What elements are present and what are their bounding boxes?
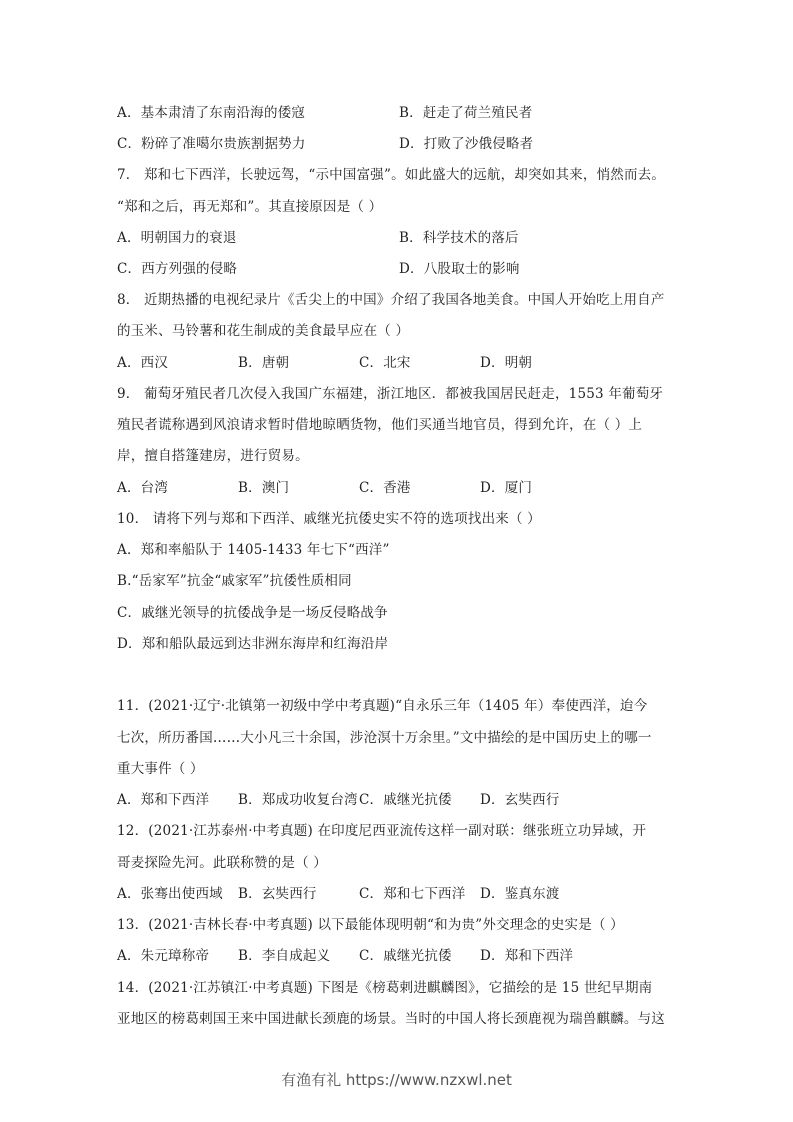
q12-option-b: B．玄奘西行 [238, 886, 317, 902]
q9-option-b: B．澳门 [238, 480, 290, 496]
q13-option-c: C．戚继光抗倭 [359, 948, 452, 964]
q7-option-c: C．西方列强的侵略 [117, 261, 238, 277]
q8-option-d: D．明朝 [480, 355, 533, 371]
q12-option-a: A．张骞出使西域 [117, 886, 223, 902]
q13-option-d: D．郑和下西洋 [480, 948, 574, 964]
question-11-stem-line-2: 七次，所历番国……大小凡三十余国，涉沧溟十万余里。”文中描绘的是中国历史上的哪一 [117, 730, 652, 746]
q6-option-c: C．粉碎了准噶尔贵族割据势力 [117, 136, 306, 152]
q6-option-d: D．打败了沙俄侵略者 [399, 136, 534, 152]
question-7-stem-line-2: “郑和之后，再无郑和”。其直接原因是（ ） [117, 199, 383, 215]
q10-option-d: D．郑和船队最远到达非洲东海岸和红海沿岸 [117, 636, 389, 652]
q9-option-d: D．厦门 [480, 480, 533, 496]
q9-option-a: A．台湾 [117, 480, 169, 496]
question-13-stem: 13．(2021·吉林长春·中考真题) 以下最能体现明朝“和为贵”外交理念的史实是（ ） [117, 917, 624, 933]
q12-option-d: D．鉴真东渡 [480, 886, 560, 902]
question-10-stem: 10． 请将下列与郑和下西洋、戚继光抗倭史实不符的选项找出来（ ） [117, 511, 541, 527]
question-8-stem-line-1: 8． 近期热播的电视纪录片《舌尖上的中国》介绍了我国各地美食。中国人开始吃上用自产 [117, 292, 665, 308]
q10-option-c: C．戚继光领导的抗倭战争是一场反侵略战争 [117, 605, 388, 621]
q8-option-a: A．西汉 [117, 355, 169, 371]
question-12-stem-line-1: 12．(2021·江苏泰州·中考真题) 在印度尼西亚流传这样一副对联：继张班立功异域，开 [117, 823, 647, 839]
question-9-stem-line-2: 殖民者谎称遇到风浪请求暂时借地晾晒货物，他们买通当地官员，得到允许，在（ ）上 [117, 417, 643, 433]
question-14-stem-line-1: 14．(2021·江苏镇江·中考真题) 下图是《榜葛剌进麒麟图》，它描绘的是 15 世纪早期南 [117, 980, 653, 996]
q11-option-b: B．郑成功收复台湾 [238, 792, 358, 808]
q7-option-a: A．明朝国力的衰退 [117, 230, 237, 246]
question-12-stem-line-2: 哥麦探险先河。此联称赞的是（ ） [117, 855, 327, 871]
q11-option-c: C．戚继光抗倭 [359, 792, 452, 808]
q10-option-a: A．郑和率船队于 1405-1433 年七下“西洋” [117, 542, 390, 558]
q7-option-b: B．科学技术的落后 [399, 230, 519, 246]
q13-option-a: A．朱元璋称帝 [117, 948, 210, 964]
q10-option-b: B.“岳家军”抗金“戚家军”抗倭性质相同 [117, 573, 352, 589]
question-9-stem-line-3: 岸，擅自搭篷建房，进行贸易。 [117, 448, 309, 464]
q6-option-a: A．基本肃清了东南沿海的倭寇 [117, 105, 306, 121]
question-9-stem-line-1: 9． 葡萄牙殖民者几次侵入我国广东福建，浙江地区．都被我国居民赶走，1553 年葡萄牙 [117, 386, 664, 402]
q8-option-b: B．唐朝 [238, 355, 290, 371]
q13-option-b: B．李自成起义 [238, 948, 331, 964]
q9-option-c: C．香港 [359, 480, 411, 496]
q12-option-c: C．郑和七下西洋 [359, 886, 466, 902]
q11-option-d: D．玄奘西行 [480, 792, 560, 808]
question-8-stem-line-2: 的玉米、马铃薯和花生制成的美食最早应在（ ） [117, 323, 410, 339]
q11-option-a: A．郑和下西洋 [117, 792, 210, 808]
question-11-stem-line-1: 11．(2021·辽宁·北镇第一初级中学中考真题)“自永乐三年（1405 年）奉使西洋，迨今 [117, 698, 648, 714]
question-7-stem-line-1: 7． 郑和七下西洋，长驶远驾，“示中国富强”。如此盛大的远航，却突如其来，悄然而去。 [117, 167, 666, 183]
footer-watermark: 有渔有礼 https://www.nzxwl.net [281, 1071, 512, 1089]
q7-option-d: D．八股取士的影响 [399, 261, 520, 277]
q6-option-b: B．赶走了荷兰殖民者 [399, 105, 533, 121]
question-14-stem-line-2: 亚地区的榜葛剌国王来中国进献长颈鹿的场景。当时的中国人将长颈鹿视为瑞兽麒麟。与这 [117, 1011, 665, 1027]
q8-option-c: C．北宋 [359, 355, 411, 371]
question-11-stem-line-3: 重大事件（ ） [117, 761, 204, 777]
